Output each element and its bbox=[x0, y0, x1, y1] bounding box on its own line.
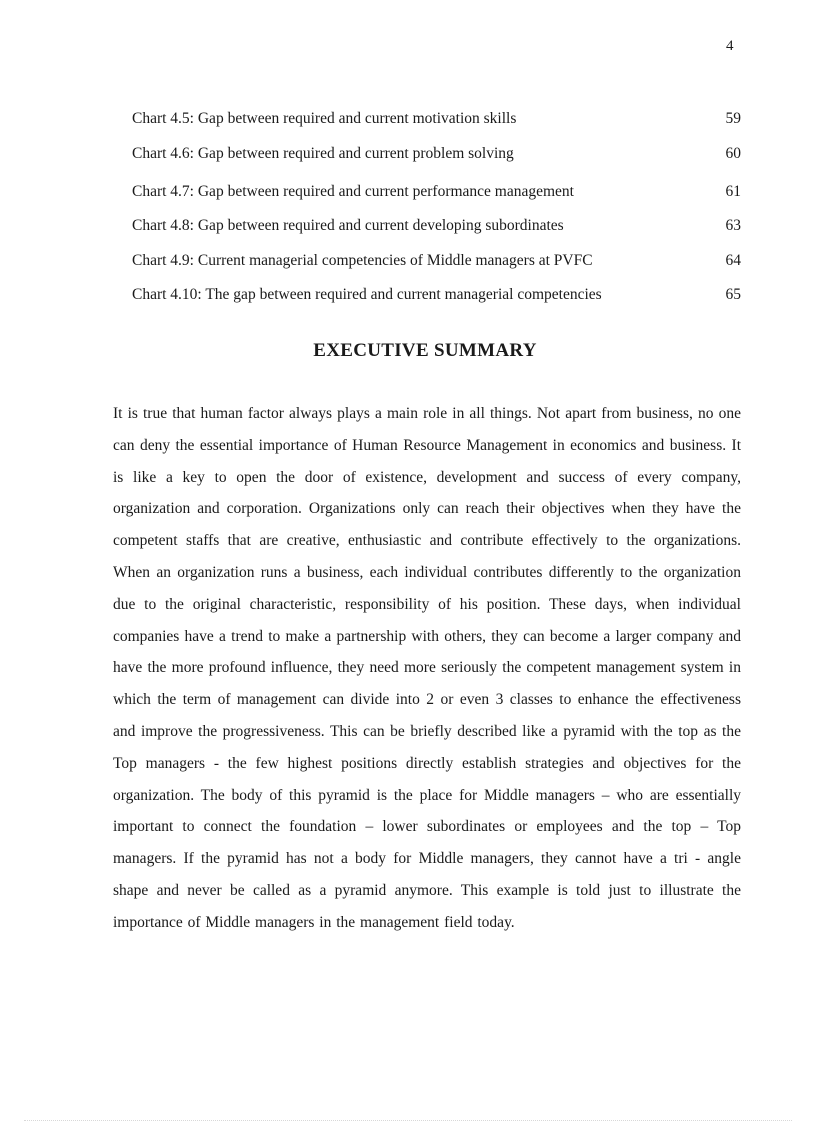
table-of-charts bbox=[132, 108, 741, 319]
toc-entry bbox=[132, 181, 741, 216]
toc-entry bbox=[132, 108, 741, 143]
toc-entry-label: Chart 4.6: Gap between required and current problem solving bbox=[132, 144, 514, 162]
toc-entry-page: 65 bbox=[725, 286, 741, 303]
toc-entry-label: Chart 4.9: Current managerial competencies of Middle managers at PVFC bbox=[132, 251, 593, 269]
section-heading: EXECUTIVE SUMMARY bbox=[313, 340, 537, 361]
toc-entry-label: Chart 4.7: Gap between required and current performance management bbox=[132, 182, 574, 200]
toc-entry-page: 63 bbox=[725, 217, 741, 234]
toc-entry-label: Chart 4.8: Gap between required and current developing subordinates bbox=[132, 217, 564, 234]
toc-entry bbox=[132, 143, 741, 181]
toc-entry bbox=[132, 250, 741, 285]
toc-entry-page: 60 bbox=[725, 144, 741, 162]
page-number: 4 bbox=[726, 38, 734, 54]
toc-entry-label: Chart 4.10: The gap between required and current managerial competencies bbox=[132, 286, 602, 303]
toc-entry-label: Chart 4.5: Gap between required and current motivation skills bbox=[132, 110, 517, 127]
page-bottom-divider bbox=[24, 1120, 792, 1121]
summary-paragraph: It is true that human factor always plays a main role in all things. Not apart from business, no one can deny the essential importance of Human Resource Management in economics and business. It is like a key to open the door of existence, development and success of every company, organization and corporation. Organizations only can reach their objectives when they have the competent staffs that are creative, enthusiastic and contribute effectively to the organizations. When an organization runs a business, each individual contributes differently to the organization due to the original characteristic, responsibility of his position. These days, when individual companies have a trend to make a partnership with others, they can become a larger company and have the more profound influence, they need more seriously the competent management system in which the term of management can divide into 2 or even 3 classes to enhance the effectiveness and improve the progressiveness. This can be briefly described like a pyramid with the top as the Top managers - the few highest positions directly establish strategies and objectives for the organization. The body of this pyramid is the place for Middle managers – who are essentially important to connect the foundation – lower subordinates or employees and the top – Top managers. If the pyramid has not a body for Middle managers, they cannot have a tri - angle shape and never be called as a pyramid anymore. This example is told just to illustrate the importance of Middle managers in the management field today. bbox=[113, 405, 741, 931]
toc-entry-page: 64 bbox=[725, 251, 741, 269]
toc-entry-page: 59 bbox=[725, 110, 741, 127]
toc-entry-page: 61 bbox=[725, 182, 741, 200]
toc-entry bbox=[132, 215, 741, 250]
toc-entry bbox=[132, 284, 741, 319]
